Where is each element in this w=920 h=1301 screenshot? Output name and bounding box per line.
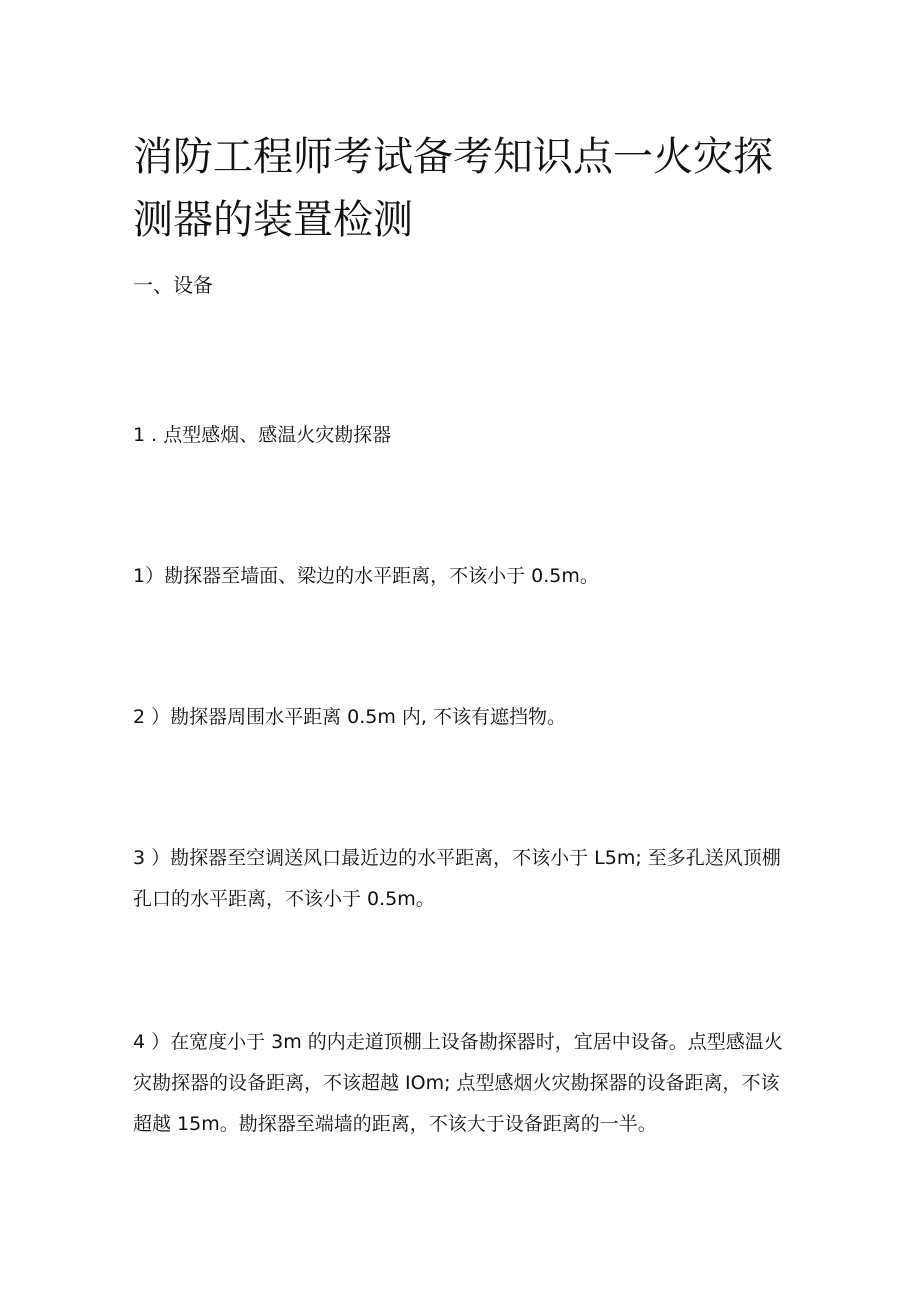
paragraph-item-1-4: 4 ）在宽度小于 3m 的内走道顶棚上设备勘探器时，宜居中设备。点型感温火灾勘探器的设备距离，不该超越 IOm; 点型感烟火灾勘探器的设备距离，不该超越 15m。勘探器至端墙的距离，不该大于设备距离的一半。	[133, 1031, 783, 1135]
document-title: 消防工程师考试备考知识点一火灾探测器的装置检测	[133, 134, 773, 243]
paragraph-item-1: 1 . 点型感烟、感温火灾勘探器	[133, 424, 392, 446]
paragraph-item-1-3: 3 ）勘探器至空调送风口最近边的水平距离，不该小于 L5m; 至多孔送风顶棚孔口的水平距离，不该小于 0.5m。	[133, 847, 781, 910]
paragraph-item-1-1: 1）勘探器至墙面、梁边的水平距离，不该小于 0.5m。	[133, 565, 599, 587]
section-heading: 一、设备	[133, 273, 213, 297]
paragraph-item-1-2: 2 ）勘探器周围水平距离 0.5m 内, 不该有遮挡物。	[133, 706, 567, 728]
